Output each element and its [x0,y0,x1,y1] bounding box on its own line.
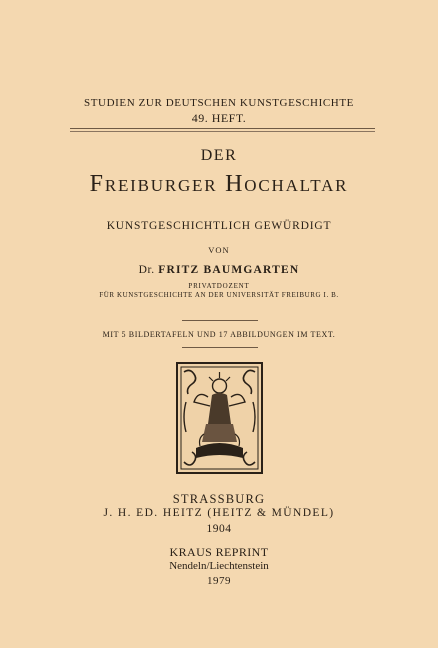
author-name: FRITZ BAUMGARTEN [158,264,300,276]
rule-above-illustrations [182,320,258,321]
illustrations-note: MIT 5 BILDERTAFELN UND 17 ABBILDUNGEN IM TEXT. [102,330,336,339]
series-title: STUDIEN ZUR DEUTSCHEN KUNSTGESCHICHTE [83,97,354,109]
book-title: Freiburger Hochaltar [89,171,349,197]
place-of-publication: STRASSBURG [172,492,266,506]
top-rule-thin [70,131,375,132]
author-prefix: Dr. [138,264,155,276]
top-rule [70,128,375,129]
publisher-emblem-icon [176,362,263,474]
reprint-place: Nendeln/Liechtenstein [169,560,269,572]
title-article: DER [200,147,238,164]
issue-number: 49. HEFT. [191,111,247,125]
publication-year: 1904 [206,523,232,535]
publisher-name: J. H. ED. HEITZ (HEITZ & MÜNDEL) [103,507,335,519]
by-label: VON [208,245,230,255]
book-subtitle: KUNSTGESCHICHTLICH GEWÜRDIGT [106,220,332,232]
reprint-publisher: KRAUS REPRINT [169,545,269,559]
author-role: PRIVATDOZENT [188,282,250,290]
author-line [0,264,438,276]
author-affiliation: FÜR KUNSTGESCHICHTE AN DER UNIVERSITÄT FREIBURG I. B. [99,291,339,299]
reprint-year: 1979 [207,575,231,587]
rule-below-illustrations [182,347,258,348]
